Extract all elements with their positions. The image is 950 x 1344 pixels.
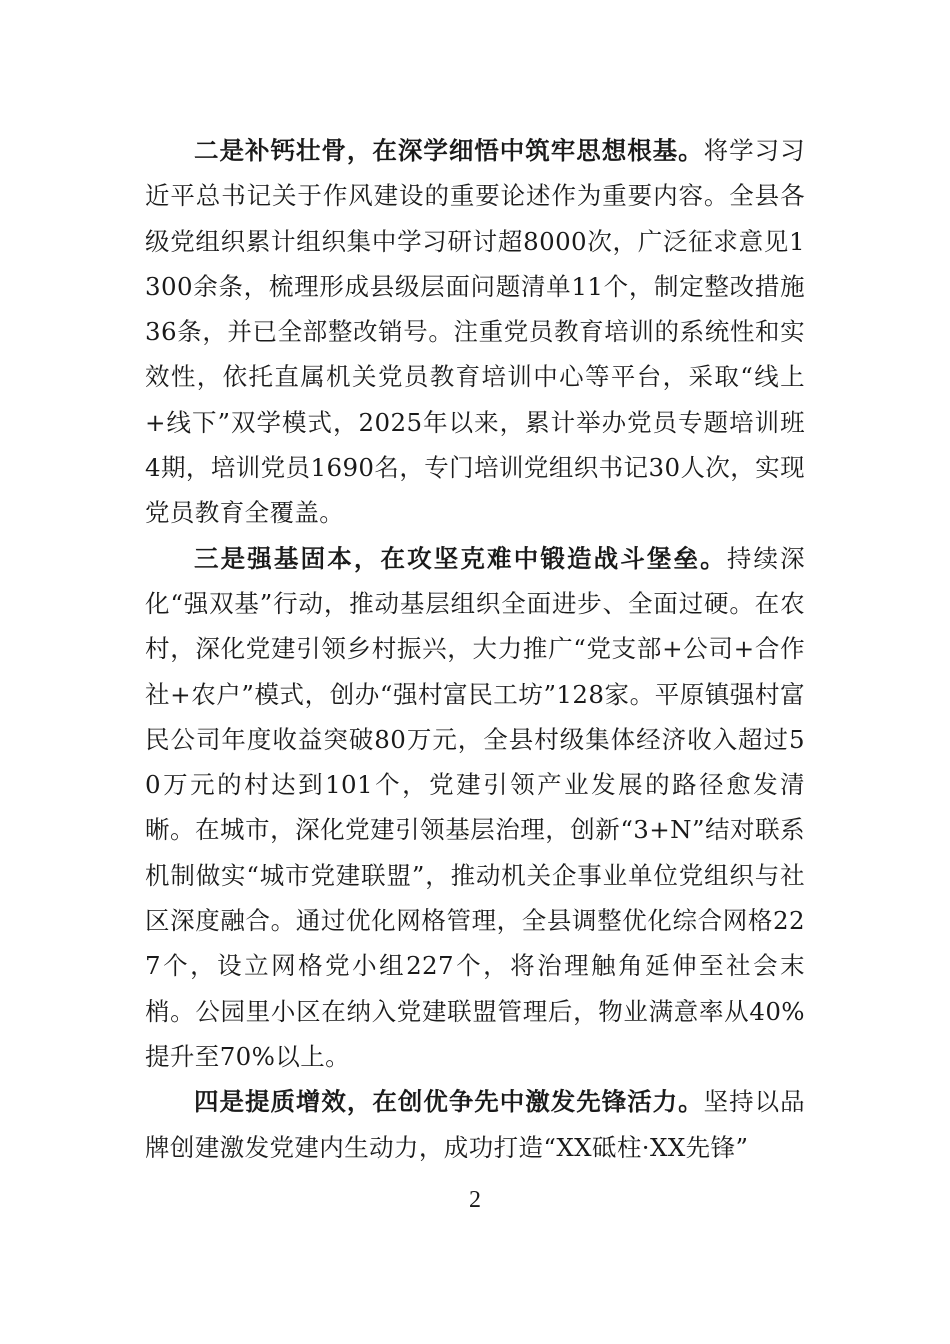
- paragraph-3: [145, 536, 805, 1080]
- paragraph-4: [145, 1079, 805, 1170]
- document-body: [145, 128, 805, 1170]
- paragraph-text: 坚持以品牌创建激发党建内生动力，成功打造“XX砥柱·XX先锋”: [145, 1087, 806, 1162]
- paragraph-lead: 三是强基固本，在攻坚克难中锻造战斗堡垒。: [194, 543, 727, 573]
- paragraph-lead: 二是补钙壮骨，在深学细悟中筑牢思想根基。: [194, 136, 704, 165]
- paragraph-2: [145, 128, 805, 536]
- paragraph-text: 持续深化“强双基”行动，推动基层组织全面进步、全面过硬。在农村，深化党建引领乡村振兴，大力推广“党支部+公司+合作社+农户”模式，创办“强村富民工坊”128家。平原镇强村富民公司年度收益突破80万元，全县村级集体经济收入超过50万元的村达到101个，党建引领产业发展的路径愈发清晰。在城市，深化党建引领基层治理，创新“3+N”结对联系机制做实“城市党建联盟”，推动机关企事业单位党组织与社区深度融合。通过优化网格管理，全县调整优化综合网格227个，设立网格党小组227个，将治理触角延伸至社会末梢。公园里小区在纳入党建联盟管理后，物业满意率从40%提升至70%以上。: [145, 543, 806, 1071]
- paragraph-lead: 四是提质增效，在创优争先中激发先锋活力。: [194, 1087, 704, 1117]
- page-number: 2: [469, 1187, 481, 1213]
- paragraph-text: 将学习习近平总书记关于作风建设的重要论述作为重要内容。全县各级党组织累计组织集中学习研讨超8000次，广泛征求意见1300余条，梳理形成县级层面问题清单11个，制定整改措施36条，并已全部整改销号。注重党员教育培训的系统性和实效性，依托直属机关党员教育培训中心等平台，采取“线上+线下”双学模式，2025年以来，累计举办党员专题培训班4期，培训党员1690名，专门培训党组织书记30人次，实现党员教育全覆盖。: [145, 136, 806, 528]
